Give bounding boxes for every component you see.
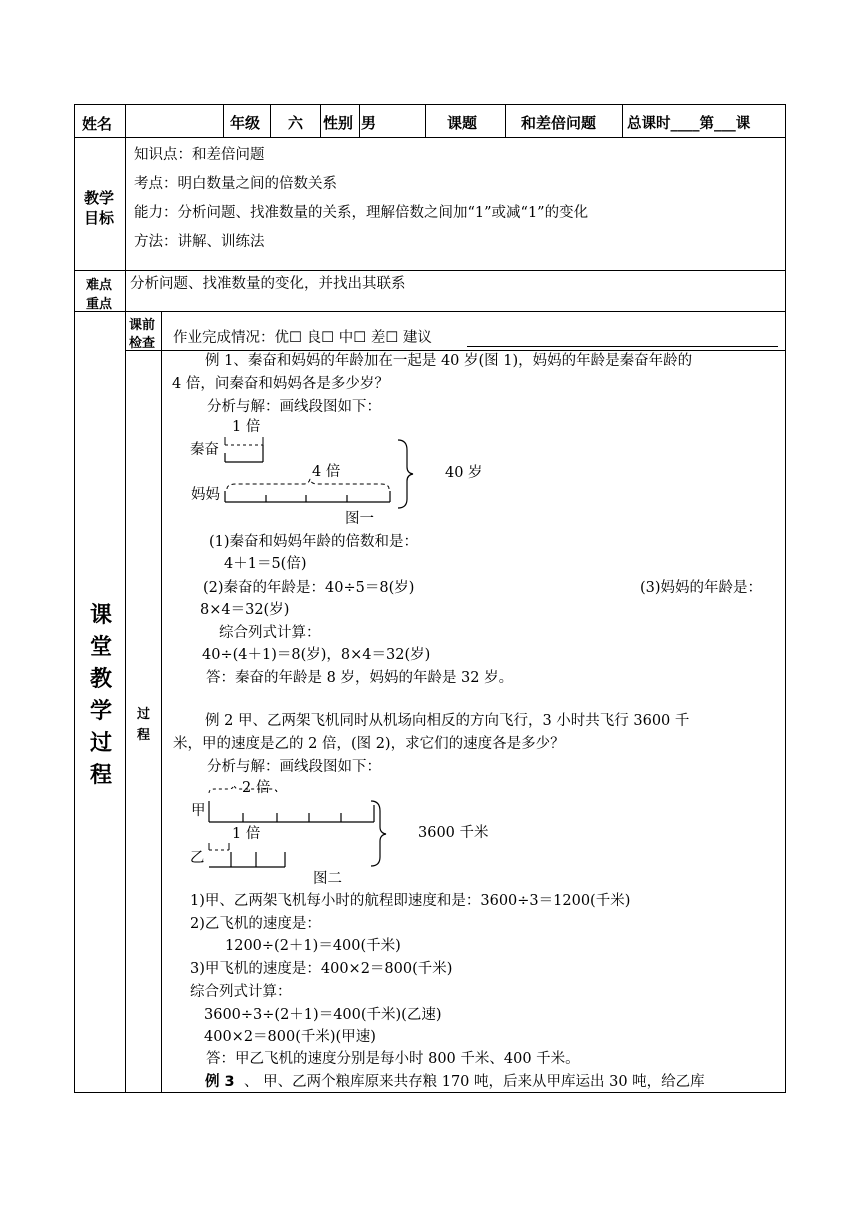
- fig1-total: 40 岁: [445, 465, 483, 481]
- example2-calc: 3600÷3÷(2＋1)＝400(千米)(乙速): [204, 1007, 442, 1023]
- fig2-jia: 甲: [191, 803, 206, 819]
- process-sub-label: 程: [137, 728, 151, 743]
- fig1-qinfen: 秦奋: [190, 442, 219, 458]
- process-sub-label: 过: [137, 707, 151, 722]
- example1-answer: 答：秦奋的年龄是 8 岁，妈妈的年龄是 32 岁。: [206, 670, 514, 686]
- goal-ability: 能力：分析问题、找准数量的关系，理解倍数之间加“1”或减“1”的变化: [134, 205, 589, 221]
- grade-label: 年级: [230, 114, 261, 132]
- example1-calc: 40÷(4＋1)＝8(岁)，8×4＝32(岁): [202, 647, 431, 663]
- fig2-one-times: 1 倍: [232, 826, 261, 842]
- process-label-char: 课: [90, 603, 113, 628]
- difficulty-text: 分析问题、找准数量的变化，并找出其联系: [130, 276, 406, 292]
- example1-line: 例 1、秦奋和妈妈的年龄加在一起是 40 岁(图 1)，妈妈的年龄是秦奋年龄的: [205, 353, 693, 369]
- example2-calc: 1200÷(2＋1)＝400(千米): [225, 938, 401, 954]
- col-divider: [505, 104, 506, 138]
- example2-analysis: 分析与解：画线段图如下：: [207, 759, 381, 775]
- name-label: 姓名: [82, 115, 113, 133]
- gender-label: 性别: [323, 114, 354, 132]
- gender-value: 男: [361, 114, 377, 132]
- example2-line: 例 2 甲、乙两架飞机同时从机场向相反的方向飞行，3 小时共飞行 3600 千: [205, 713, 690, 729]
- example2-step: 2)乙飞机的速度是：: [190, 916, 321, 932]
- goals-label: 目标: [84, 209, 115, 227]
- topic-value: 和差倍问题: [521, 114, 597, 132]
- col-divider: [270, 104, 271, 138]
- row-divider: [125, 350, 786, 351]
- col-divider: [161, 311, 162, 1093]
- grade-value: 六: [288, 114, 304, 132]
- process-label-char: 教: [90, 667, 113, 692]
- total-hours-field: 总课时____第___课: [627, 116, 751, 132]
- process-label-char: 学: [90, 699, 113, 724]
- process-label-char: 过: [90, 731, 113, 756]
- goal-knowledge: 知识点：和差倍问题: [134, 147, 265, 163]
- example2-line: 米，甲的速度是乙的 2 倍，(图 2)，求它们的速度各是多少？: [173, 736, 565, 752]
- fig1-four-times: 4 倍: [312, 464, 341, 480]
- difficulty-label: 难点: [86, 278, 113, 293]
- fig1-mom: 妈妈: [191, 487, 220, 503]
- difficulty-label: 重点: [86, 297, 113, 312]
- table-border-right: [785, 104, 786, 1093]
- table-border-bottom: [74, 1092, 786, 1093]
- col-divider: [223, 104, 224, 138]
- goal-exam-point: 考点：明白数量之间的倍数关系: [134, 176, 337, 192]
- precheck-label: 检查: [129, 336, 156, 351]
- col-divider: [622, 104, 623, 138]
- example2-answer: 答：甲乙飞机的速度分别是每小时 800 千米、400 千米。: [206, 1051, 580, 1067]
- col-divider: [359, 104, 360, 138]
- example1-calc: 8×4＝32(岁): [200, 602, 290, 618]
- example1-step: (1)秦奋和妈妈年龄的倍数和是：: [209, 534, 419, 550]
- fig2-caption: 图二: [313, 871, 342, 887]
- precheck-label: 课前: [129, 318, 156, 333]
- example1-line: 4 倍，问秦奋和妈妈各是多少岁？: [172, 376, 389, 392]
- example1-calc: 4＋1＝5(倍): [224, 556, 307, 572]
- fig1-caption: 图一: [345, 511, 374, 527]
- table-border-top: [74, 104, 786, 105]
- precheck-text: 作业完成情况：优☐ 良☐ 中☐ 差☐ 建议: [173, 330, 432, 346]
- example2-combined: 综合列式计算：: [190, 984, 292, 1000]
- example2-calc: 400×2＝800(千米)(甲速): [204, 1029, 376, 1045]
- example1-step: (2)秦奋的年龄是：40÷5＝8(岁): [203, 580, 415, 596]
- example1-analysis: 分析与解：画线段图如下：: [207, 399, 381, 415]
- fig2-two-times: 2 倍: [242, 780, 271, 796]
- row-divider: [74, 137, 786, 138]
- goals-label: 教学: [84, 189, 115, 207]
- col-divider: [125, 137, 126, 1093]
- fig1-one-times: 1 倍: [232, 419, 261, 435]
- example1-combined: 综合列式计算：: [219, 625, 321, 641]
- fig2-yi: 乙: [190, 850, 205, 866]
- example3-text: 、 甲、乙两个粮库原来共存粮 170 吨，后来从甲库运出 30 吨，给乙库: [244, 1074, 705, 1090]
- example1-step: (3)妈妈的年龄是：: [640, 580, 763, 596]
- example2-step: 1)甲、乙两架飞机每小时的航程即速度和是：3600÷3＝1200(千米): [190, 893, 631, 909]
- col-divider: [425, 104, 426, 138]
- col-divider: [125, 104, 126, 138]
- topic-label: 课题: [447, 114, 478, 132]
- fig2-total: 3600 千米: [418, 825, 489, 841]
- process-label-char: 程: [90, 763, 113, 788]
- example2-step: 3)甲飞机的速度是：400×2＝800(千米): [190, 961, 453, 977]
- row-divider: [74, 311, 786, 312]
- example3-label: 例 3: [205, 1074, 235, 1090]
- col-divider: [320, 104, 321, 138]
- row-divider: [74, 270, 786, 271]
- process-label-char: 堂: [90, 635, 113, 660]
- table-border-left: [74, 104, 75, 1093]
- suggestion-underline: [467, 346, 778, 347]
- goal-method: 方法：讲解、训练法: [134, 234, 265, 250]
